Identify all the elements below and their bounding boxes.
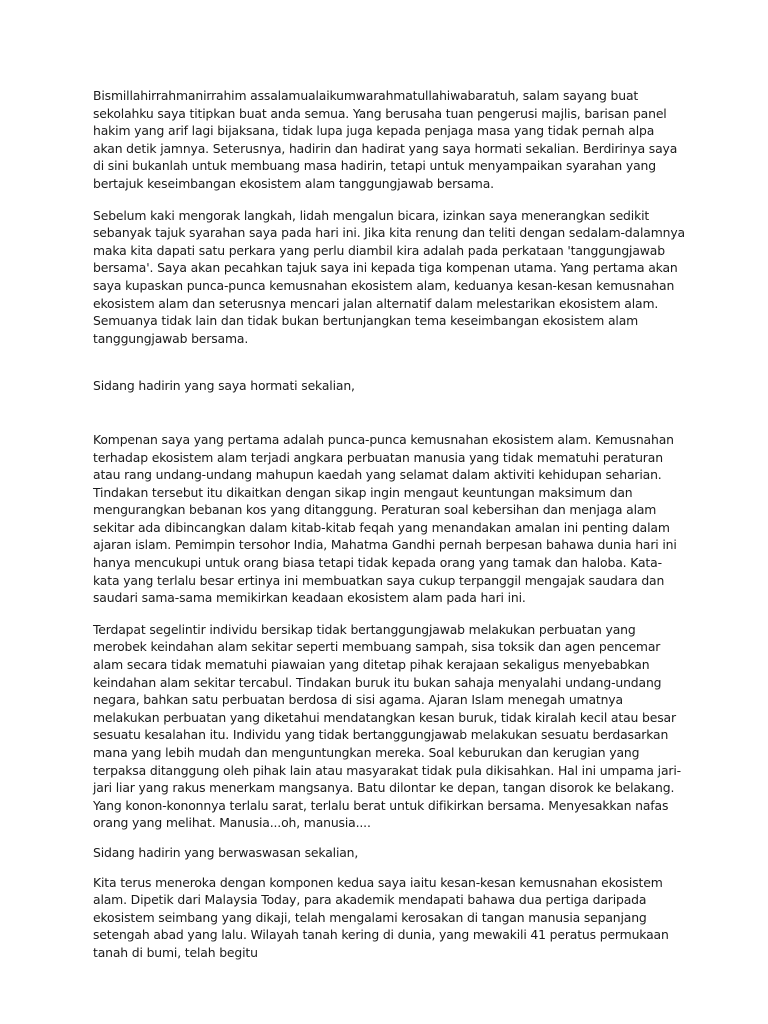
paragraph-component-one: Kompenan saya yang pertama adalah punca-punca kemusnahan ekosistem alam. Kemusnahan terhadap ekosistem alam terjadi angkara perbuatan manusia yang tidak mematuhi peraturan atau rang undang-undang mahupun kaedah yang selamat dalam aktiviti kehidupan seharian. Tindakan tersebut itu dikaitkan dengan sikap ingin mengaut keuntungan maksimum dan mengurangkan bebanan kos yang ditanggung. Peraturan soal kebersihan dan menjaga alam sekitar ada dibincangkan dalam kitab-kitab feqah yang menandakan amalan ini penting dalam ajaran islam. Pemimpin tersohor India, Mahatma Gandhi pernah berpesan bahawa dunia hari ini hanya mencukupi untuk orang biasa tetapi tidak kepada orang yang tamak dan haloba. Kata-kata yang terlalu besar ertinya ini membuatkan saya cukup terpanggil mengajak saudara dan saudari sama-sama memikirkan keadaan ekosistem alam pada hari ini. bbox=[93, 431, 677, 606]
paragraph-irresponsible-individuals: Terdapat segelintir individu bersikap tidak bertanggungjawab melakukan perbuatan yang merobek keindahan alam sekitar seperti membuang sampah, sisa toksik dan agen pencemar alam secara tidak mematuhi piawaian yang ditetap pihak kerajaan sekaligus menyebabkan keindahan alam sekitar tercabul. Tindakan buruk itu bukan sahaja menyalahi undang-undang negara, bahkan satu perbuatan berdosa di sisi agama. Ajaran Islam menegah umatnya melakukan perbuatan yang diketahui mendatangkan kesan buruk, tidak kiralah kecil atau besar sesuatu kesalahan itu. Individu yang tidak bertanggungjawab melakukan sesuatu berdasarkan mana yang lebih mudah dan menguntungkan mereka. Soal keburukan dan kerugian yang terpaksa ditanggung oleh pihak lain atau masyarakat tidak pula dikisahkan. Hal ini umpama jari-jari liar yang rakus menerkam mangsanya. Batu dilontar ke depan, tangan disorok ke belakang. Yang konon-kononnya terlalu sarat, terlalu berat untuk difikirkan bersama. Menyesakkan nafas orang yang melihat. Manusia...oh, manusia.... bbox=[93, 621, 681, 831]
spacer bbox=[93, 193, 685, 207]
spacer bbox=[93, 347, 685, 377]
document-page bbox=[93, 87, 685, 962]
spacer bbox=[93, 832, 685, 844]
spacer bbox=[93, 607, 685, 621]
paragraph-component-two: Kita terus meneroka dengan komponen kedua saya iaitu kesan-kesan kemusnahan ekosistem alam. Dipetik dari Malaysia Today, para akademik mendapati bahawa dua pertiga daripada ekosistem seimbang yang dikaji, telah mengalami kerosakan di tangan manusia sepanjang setengah abad yang lalu. Wilayah tanah kering di dunia, yang mewakili 41 peratus permukaan tanah di bumi, telah begitu bbox=[93, 874, 669, 960]
paragraph-introduction: Sebelum kaki mengorak langkah, lidah mengalun bicara, izinkan saya menerangkan sedikit sebanyak tajuk syarahan saya pada hari ini. Jika kita renung dan teliti dengan sedalam-dalamnya maka kita dapati satu perkara yang perlu diambil kira adalah pada perkataan 'tanggungjawab bersama'. Saya akan pecahkan tajuk saya ini kepada tiga kompenan utama. Yang pertama akan saya kupaskan punca-punca kemusnahan ekosistem alam, keduanya kesan-kesan kemusnahan ekosistem alam dan seterusnya mencari jalan alternatif dalam melestarikan ekosistem alam. Semuanya tidak lain dan tidak bukan bertunjangkan tema keseimbangan ekosistem alam tanggungjawab bersama. bbox=[93, 207, 685, 346]
paragraph-opening: Bismillahirrahmanirrahim assalamualaikumwarahmatullahiwabaratuh, salam sayang buat sekolahku saya titipkan buat anda semua. Yang berusaha tuan pengerusi majlis, barisan panel hakim yang arif lagi bijaksana, tidak lupa juga kepada penjaga masa yang tidak pernah alpa akan detik jamnya. Seterusnya, hadirin dan hadirat yang saya hormati sekalian. Berdirinya saya di sini bukanlah untuk membuang masa hadirin, tetapi untuk menyampaikan syarahan yang bertajuk keseimbangan ekosistem alam tanggungjawab bersama. bbox=[93, 88, 678, 191]
paragraph-address-2: Sidang hadirin yang berwaswasan sekalian, bbox=[93, 844, 359, 860]
spacer bbox=[93, 862, 685, 874]
spacer bbox=[93, 395, 685, 431]
paragraph-address-1: Sidang hadirin yang saya hormati sekalian, bbox=[93, 378, 355, 394]
